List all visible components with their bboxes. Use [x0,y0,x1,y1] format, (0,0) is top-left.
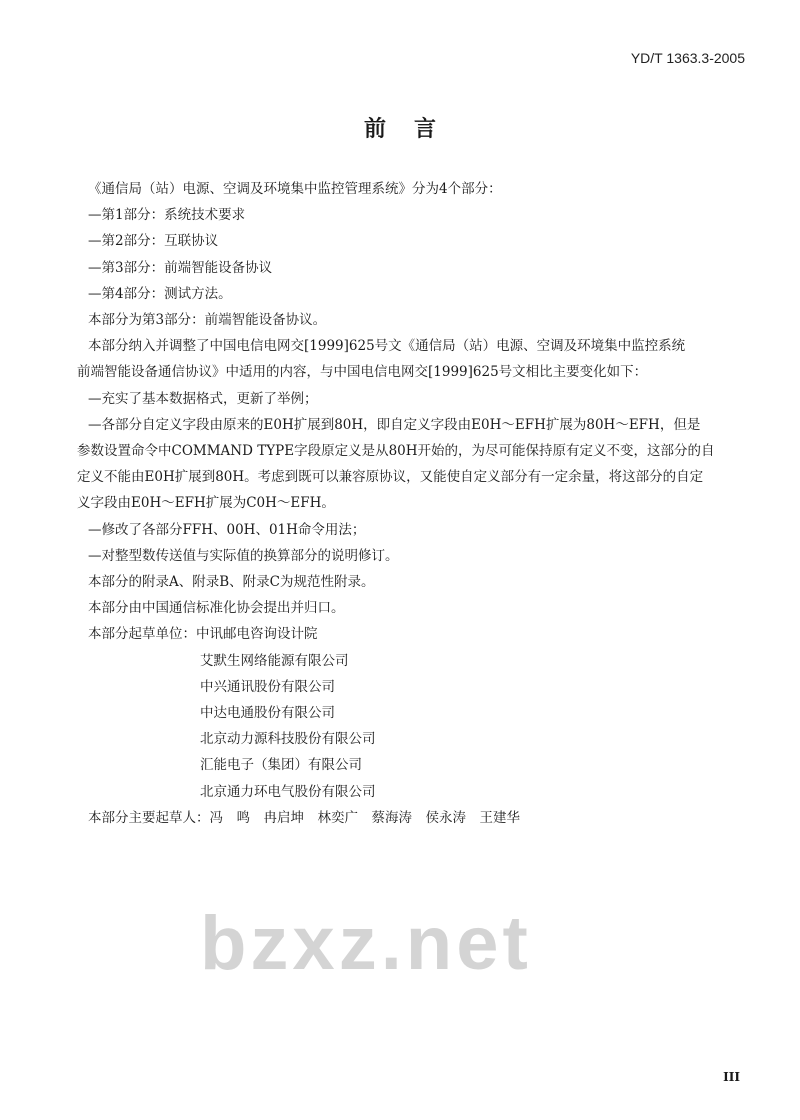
text-line: 参数设置命令中COMMAND TYPE字段原定义是从80H开始的，为尽可能保持原有定义不变，这部分的自 [77,443,715,460]
text-line: 义字段由E0H～EFH扩展为C0H～EFH。 [77,495,335,512]
text-line: 本部分起草单位：中讯邮电咨询设计院 [88,626,318,643]
watermark: bzxz.net [200,901,532,986]
foreword-body [77,176,749,831]
text-line: 本部分为第3部分：前端智能设备协议。 [88,312,327,329]
text-line: 《通信局（站）电源、空调及环境集中监控管理系统》分为4个部分： [88,181,502,197]
text-line: —充实了基本数据格式，更新了举例； [88,390,318,407]
text-line: 北京通力环电气股份有限公司 [200,783,376,800]
text-line: —修改了各部分FFH、00H、01H命令用法； [88,521,366,538]
text-line: 汇能电子（集团）有限公司 [200,757,362,774]
text-line: —第3部分：前端智能设备协议 [88,259,273,276]
text-line: 本部分的附录A、附录B、附录C为规范性附录。 [88,574,375,591]
text-line: 本部分纳入并调整了中国电信电网交[1999]625号文《通信局（站）电源、空调及环境集中监控系统 [88,338,686,355]
text-line: —第1部分：系统技术要求 [88,207,246,224]
text-line: 本部分由中国通信标准化协会提出并归口。 [88,600,345,617]
text-line: —对整型数传送值与实际值的换算部分的说明修订。 [88,547,399,564]
text-line: —第4部分：测试方法。 [88,285,232,302]
text-line: 艾默生网络能源有限公司 [200,652,349,669]
text-line: 前端智能设备通信协议》中适用的内容，与中国电信电网交[1999]625号文相比主要变化如下： [77,364,648,381]
text-line: 定义不能由E0H扩展到80H。考虑到既可以兼容原协议，又能使自定义部分有一定余量，将这部分的自定 [77,469,704,486]
text-line: —各部分自定义字段由原来的E0H扩展到80H，即自定义字段由E0H～EFH扩展为80H～EFH，但是 [88,416,701,433]
text-line: —第2部分：互联协议 [88,233,219,250]
text-line: 本部分主要起草人：冯 鸣 冉启坤 林奕广 蔡海涛 侯永涛 王建华 [88,809,520,826]
standard-number: YD/T 1363.3-2005 [630,50,745,66]
text-line: 北京动力源科技股份有限公司 [200,731,376,748]
text-line: 中达电通股份有限公司 [200,705,335,722]
page-number: III [723,1070,740,1084]
page-title: 前言 [363,116,464,142]
text-line: 中兴通讯股份有限公司 [200,678,335,695]
